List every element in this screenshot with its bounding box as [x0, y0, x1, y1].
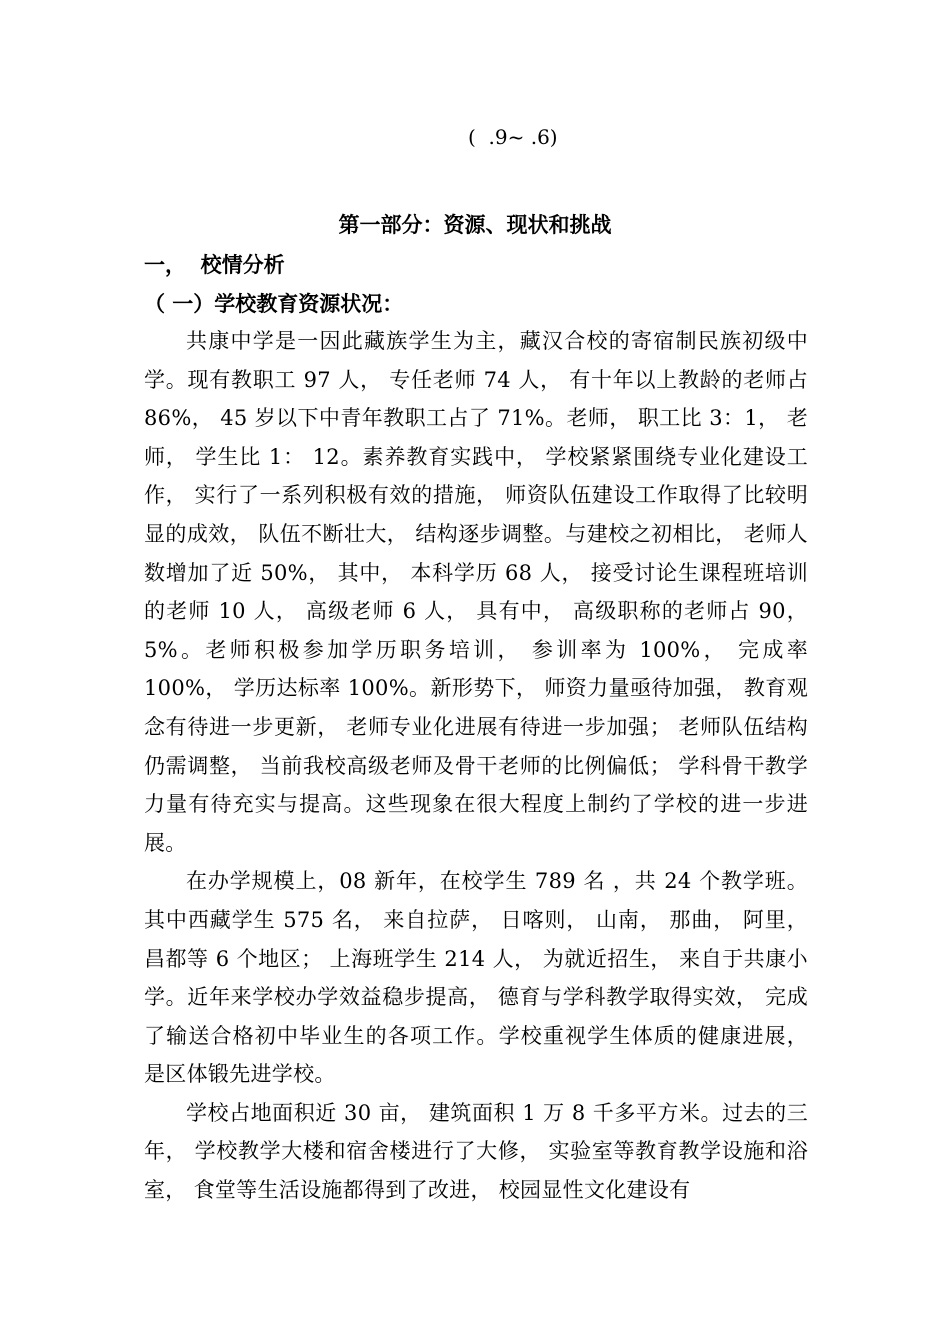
paragraph-staff: 共康中学是一因此藏族学生为主，藏汉合校的寄宿制民族初级中学。现有教职工 97 人， 专任老师 74 人， 有十年以上教龄的老师占 86%， 45 岁以下中青年教职工占了 71%。老师， 职工比 3：1， 老师， 学生比 1： 12。素养教育实践中， 学校紧紧围绕专业化建设工作， 实行了一系列积极有效的措施， 师资队伍建设工作取得了比较明显的成效， 队伍不断壮大， 结构逐步调整。与建校之初相比， 老师人数增加了近 50%， 其中， 本科学历 68 人， 接受讨论生课程班培训的老师 10 人， 高级老师 6 人， 具有中， 高级职称的老师占 90， 5%。老师积极参加学历职务培训， 参训率为 100%， 完成率 100%， 学历达标率 100%。新形势下， 师资力量亟待加强， 教育观念有待进一步更新， 老师专业化进展有待进一步加强； 老师队伍结构仍需调整， 当前我校高级老师及骨干老师的比例偏低； 学科骨干教学力量有待充实与提高。这些现象在很大程度上制约了学校的进一步进展。 [144, 329, 808, 855]
part-title: 第一部分：资源、现状和挑战 [338, 213, 612, 237]
paragraph-facilities: 学校占地面积近 30 亩， 建筑面积 1 万 8 千多平方米。过去的三年， 学校教学大楼和宿舍楼进行了大修， 实验室等教育教学设施和浴室， 食堂等生活设施都得到了改进， 校园显性文化建设有 [144, 1100, 808, 1203]
section-heading-2: （ 一）学校教育资源状况： [144, 292, 404, 316]
section-heading-1: 一， 校情分析 [144, 253, 285, 277]
paragraph-enrollment: 在办学规模上，08 新年，在校学生 789 名 ，共 24 个教学班。其中西藏学生 575 名， 来自拉萨， 日喀则， 山南， 那曲， 阿里， 昌都等 6 个地区； 上海班学生 214 人， 为就近招生， 来自于共康小学。近年来学校办学效益稳步提高， 德育与学科教学取得实效， 完成了输送合格初中毕业生的各项工作。学校重视学生体质的健康进展， 是区体锻先进学校。 [144, 869, 808, 1087]
body-text [144, 322, 808, 1210]
date-range: ( .9~ .6) [468, 125, 558, 149]
